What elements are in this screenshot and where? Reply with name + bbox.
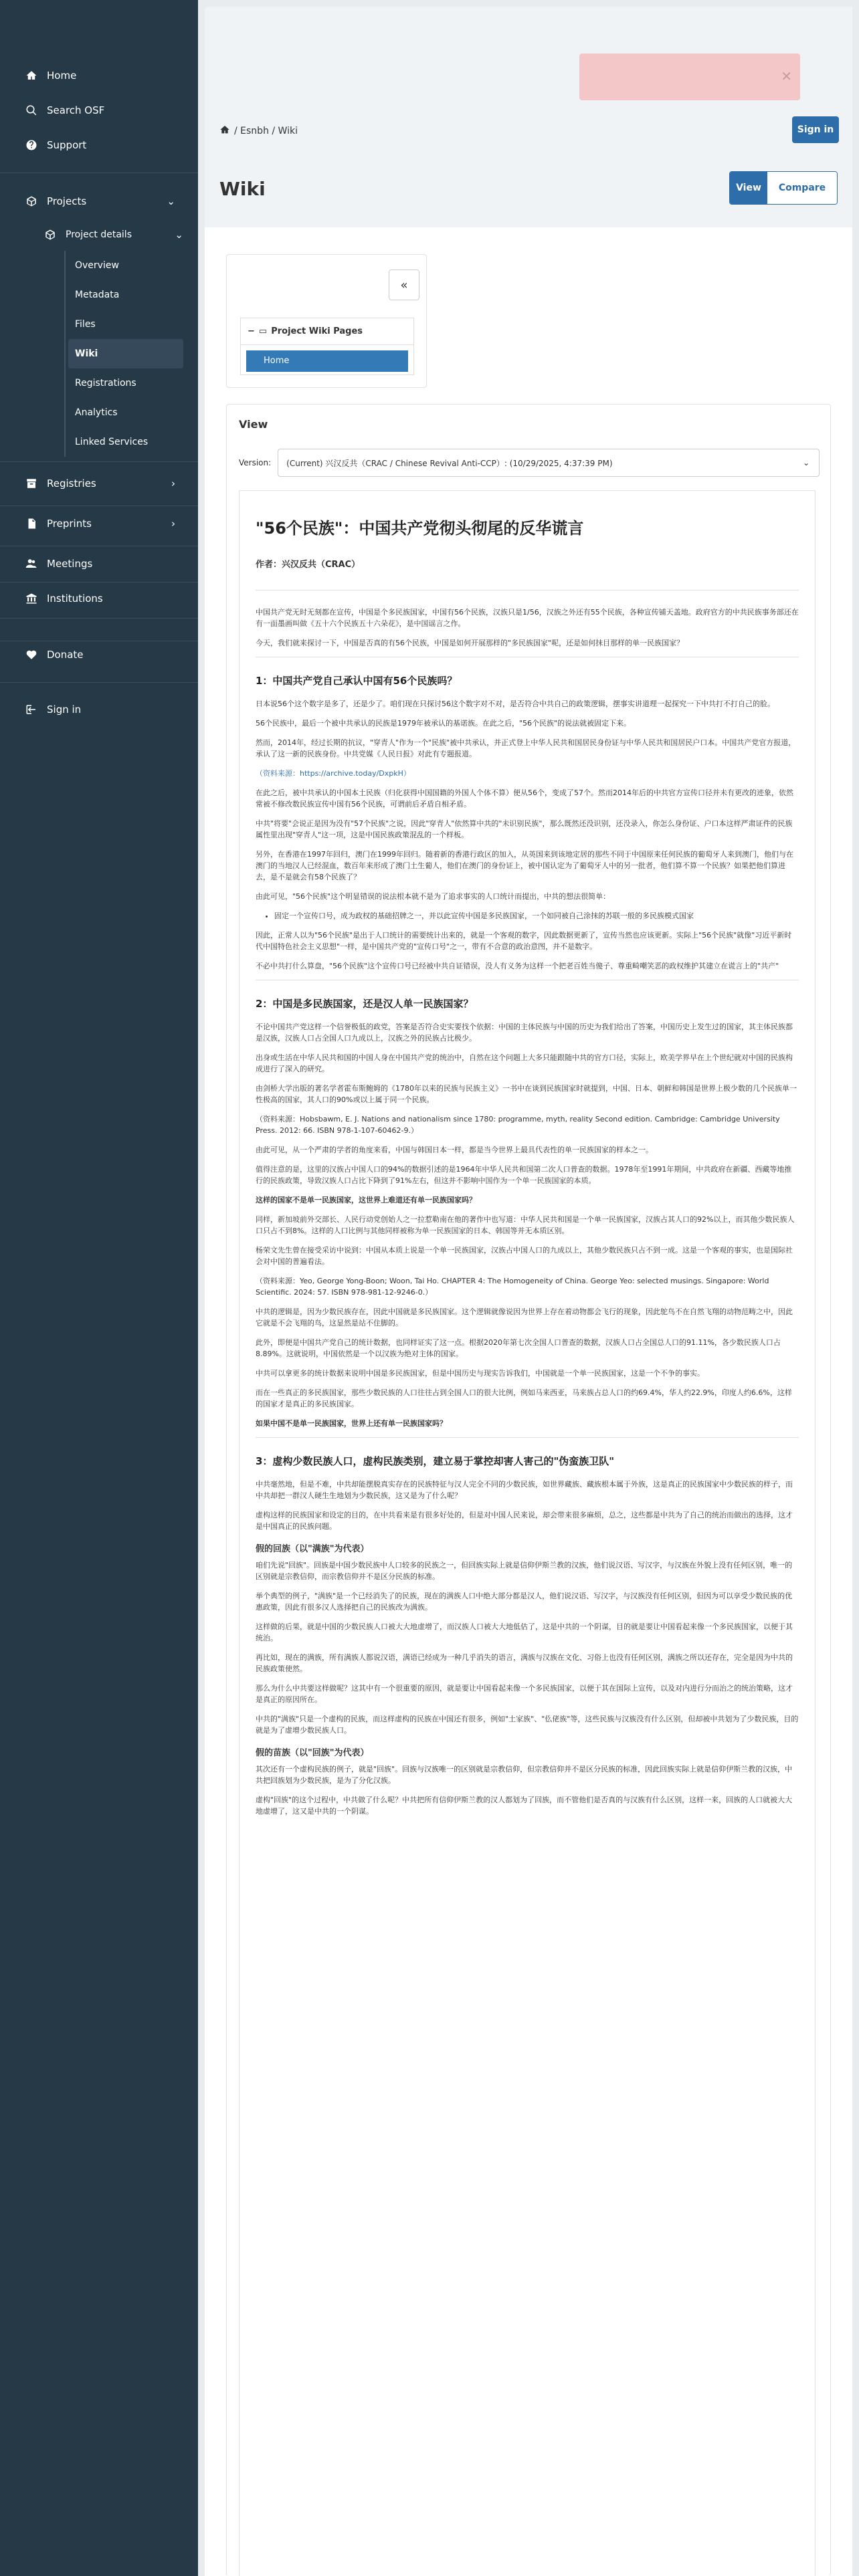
- paragraph: 然而，2014年，经过长期的抗议，"穿青人"作为一个"民族"被中共承认，并正式登上中华人民共和国居民身份证与中华人民共和国居民户口本。中国共产党官方报道，承认了这一新的民族身份。中共党媒《人民日报》对此有专题报道。: [256, 738, 796, 758]
- sidebar-item-metadata[interactable]: Metadata: [75, 290, 120, 300]
- chevron-right-icon: ›: [171, 518, 175, 530]
- section-heading: 1：中国共产党自己承认中国有56个民族吗？: [256, 675, 458, 687]
- paragraph: 由此可见，从一个严肃的学者的角度来看，中国与韩国日本一样，都是当今世界上最具代表性的单一民族国家的样本之一。: [256, 1146, 653, 1154]
- divider: [0, 682, 198, 683]
- paragraph: 中共"将要"会说正是因为没有"57个民族"之说，因此"穿青人"依然算中共的"未识别民族"，那么既然还没识别，还没录入，你怎么身份证、户口本这样严肃证件的民族属性里出现"穿青人"这一项，这是中国民族政策混乱的一个样板。: [256, 819, 793, 839]
- sign-in-icon: [24, 702, 39, 717]
- preprint-icon: [24, 516, 39, 531]
- paragraph: 杨荣文先生曾在接受采访中说到：中国从本质上说是一个单一民族国家，汉族占中国人口的九成以上，其他少数民族只占不到一成。这是一个客观的事实，也是国际社会对中国的普遍看法。: [256, 1246, 793, 1266]
- paragraph: 另外，在香港在1997年回归，澳门在1999年回归。随着新的香港行政区的加入，从英国来到该地定居的那些不同于中国原来任何民族的葡萄牙人来到澳门，他们与在澳门的当地汉人已经混血，数百年来形成了澳门土生葡人，他们在澳门的身份证上，被中国认定为了葡萄牙人中的另一批者，他们算不算一个民族？如果把他们算进去，是不是就会有58个民族了？: [256, 850, 793, 881]
- sidebar-item-label: Donate: [47, 649, 84, 661]
- paragraph: 日本说56个这个数字是多了，还是少了。咱们现在只探讨56这个数字对不对，是否符合中共自己的政策逻辑，摆事实讲道理一起探究一下中共打不打自己的脸。: [256, 700, 775, 708]
- paragraph: 中共的逻辑是，因为少数民族存在，因此中国就是多民族国家。这个逻辑就像说因为世界上存在着动物都会飞行的现象，因此鸵鸟不在自然飞翔的动物范畴之中，因此它就是不会飞翔的鸟，这显然是站不住脚的。: [256, 1307, 793, 1327]
- page-title: Wiki: [219, 178, 266, 200]
- sidebar-item-search[interactable]: [24, 103, 104, 118]
- sidebar-item-label: Support: [47, 139, 87, 151]
- divider: [256, 590, 799, 591]
- heart-icon: [24, 647, 39, 662]
- sidebar-item-project-details[interactable]: [43, 227, 183, 242]
- chevron-right-icon: ›: [171, 477, 175, 490]
- folder-icon: ▭: [258, 326, 268, 336]
- close-icon[interactable]: ✕: [781, 68, 792, 84]
- home-icon: [24, 68, 39, 83]
- section-heading: 3：虚构少数民族人口，虚构民族类别，建立易于掌控却害人害己的"伪蛮族卫队": [256, 1455, 615, 1467]
- paragraph: 不论中国共产党这样一个信誉极低的政党，答案是否符合史实要找个依据：中国的主体民族与中国的历史为我们给出了答案，中国历史上发生过的国家，其主体民族都是汉族，汉族人口占全国人口九成以上，汉族之外的民族占比极少。: [256, 1023, 793, 1043]
- paragraph: 虚构这样的民族国家和设定的目的，在中共看来是有很多好处的，但是对中国人民来说，却会带来很多麻烦，总之，这些都是中共为了自己的统治而做出的选择，这才是中国真正的民族问题。: [256, 1511, 793, 1531]
- paragraph: 这样做的后果，就是中国的少数民族人口被大大地虚增了，而汉族人口被大大地低估了，这是中共的一个阴谋，目的就是要让中国看起来像一个多民族国家，以便于其统治。: [256, 1622, 793, 1642]
- bullet-list: [274, 910, 799, 922]
- archive-icon: [24, 476, 39, 491]
- view-button[interactable]: View: [730, 172, 767, 204]
- paragraph: 中共可以拿更多的统计数据来说明中国是多民族国家，但是中国历史与现实告诉我们，中国就是一个单一民族国家，这是一个不争的事实。: [256, 1369, 704, 1378]
- divider: [0, 461, 198, 462]
- question-icon: [24, 138, 39, 152]
- sidebar-item-label: Meetings: [47, 558, 93, 570]
- sign-in-button[interactable]: Sign in: [792, 116, 839, 143]
- version-select[interactable]: [278, 449, 820, 477]
- cube-icon: [43, 227, 58, 242]
- users-icon: [24, 556, 39, 571]
- sidebar-item-label: Home: [47, 70, 77, 82]
- sidebar-item-label: Project details: [66, 229, 132, 240]
- sidebar-item-institutions[interactable]: [24, 591, 103, 606]
- paragraph: 举个典型的例子，"满族"是一个已经消失了的民族，现在的满族人口中绝大部分都是汉人，他们说汉语、写汉字，与汉族没有任何区别，但因为可以享受少数民族的优惠政策，因此有很多汉人选择把自己的民族改为满族。: [256, 1592, 793, 1612]
- source-citation: （资料来源：Hobsbawm, E. J. Nations and nationalism since 1780: programme, myth, reality Second edition. Cambridge: Cambridge University Press. 2012: 66. ISBN 978-1-107-60462-9.）: [256, 1115, 780, 1135]
- sidebar-item-preprints[interactable]: [24, 516, 175, 531]
- version-selected-value: (Current) 兴汉反共（CRAC / Chinese Revival Anti-CCP）: (10/29/2025, 4:37:39 PM): [286, 458, 613, 468]
- sidebar-item-home[interactable]: [24, 68, 76, 83]
- minus-icon: −: [248, 326, 255, 336]
- paragraph: 而在一些真正的多民族国家，那些少数民族的人口往往占到全国人口的很大比例，例如马来西亚，马来族占总人口的约69.4%，华人约22.9%，印度人约6.6%，这样的国家才是真正的多民族国家。: [256, 1388, 792, 1408]
- paragraph: 其次还有一个虚构民族的例子，就是"回族"。回族与汉族唯一的区别就是宗教信仰，但宗教信仰并不是区分民族的标准，因此回族实际上就是信仰伊斯兰教的汉族，中共把回族划为少数民族，是为了分化汉族。: [256, 1765, 793, 1785]
- wiki-pages-title: Project Wiki Pages: [271, 326, 363, 336]
- divider: [0, 618, 198, 619]
- paragraph: 虚构"回族"的这个过程中，中共做了什么呢？中共把所有信仰伊斯兰教的汉人都划为了回族，而不管他们是否真的与汉族有什么区别，这样一来，回族的人口就被大大地虚增了，这又是中共的一个阴谋。: [256, 1796, 793, 1816]
- paragraph: 值得注意的是，这里的汉族占中国人口的94%的数据引述的是1964年中华人民共和国第二次人口普查的数据。1978年至1991年期间，中共政府在新疆、西藏等地推行的民族政策，导致汉族人口占比下降到了91%左右，但这并不影响中国作为一个单一民族国家的本质。: [256, 1165, 792, 1185]
- sidebar-item-donate[interactable]: [24, 647, 84, 662]
- version-row: [239, 449, 820, 477]
- paragraph: 再比如，现在的满族，所有满族人都说汉语，满语已经成为一种几乎消失的语言，满族与汉族在文化、习俗上也没有任何区别，满族之所以还存在，完全是因为中共的民族政策使然。: [256, 1653, 793, 1673]
- sidebar-item-meetings[interactable]: [24, 556, 92, 571]
- chevron-down-icon: ⌄: [175, 229, 183, 241]
- wiki-pages-panel: [226, 254, 427, 388]
- toast-notification: [579, 53, 800, 100]
- home-icon[interactable]: [219, 124, 230, 138]
- wiki-pages-tree: [240, 318, 414, 375]
- article-title: "56个民族"：中国共产党彻头彻尾的反华谎言: [256, 519, 584, 538]
- list-item: • 固定一个宣传口号，成为政权的基础招牌之一，并以此宣传中国是多民族国家，一个如同被自己涂抹的苏联一般的多民族模式国家: [274, 910, 799, 922]
- divider: [256, 1437, 799, 1438]
- paragraph: 这样的国家不是单一民族国家，这世界上难道还有单一民族国家吗？: [256, 1196, 476, 1204]
- section-heading: 2：中国是多民族国家，还是汉人单一民族国家？: [256, 998, 474, 1010]
- breadcrumb: [219, 124, 298, 138]
- institution-icon: [24, 591, 39, 606]
- paragraph: 不必中共打什么算盘，"56个民族"这个宣传口号已经被中共自证错误，没人有义务为这样一个把老百姓当傻子、尊重畸嘲笑恶的政权维护其建立在谎言上的"共产": [256, 962, 779, 970]
- version-label: Version:: [239, 458, 272, 467]
- main-content: [205, 7, 852, 2576]
- paragraph: 出身或生活在中华人民共和国的中国人身在中国共产党的统治中，自然在这个问题上大多只能跟随中共的官方口径，实际上，欧美学界早在上个世纪就对中国的民族构成进行了深入的研究。: [256, 1053, 793, 1073]
- paragraph: 中共的"满族"只是一个虚构的民族，而这样虚构的民族在中国还有很多，例如"土家族"、"仫佬族"等，这些民族与汉族没有什么区别，但却被中共划为了少数民族，目的就是为了虚增少数民族人口。: [256, 1715, 799, 1735]
- paragraph: 因此，正常人以为"56个民族"是出于人口统计的需要统计出来的，就是一个客观的数字，因此数据更新了，宣传当然也应该更新。实际上"56个民族"就像"习近平新时代中国特色社会主义思想"一样，是中国共产党的"宣传口号"之一，带有不合意的政治意图，并不是数字。: [256, 931, 792, 951]
- compare-button[interactable]: Compare: [767, 172, 837, 204]
- source-link[interactable]: （资料来源：https://archive.today/DxpkH）: [256, 769, 411, 778]
- wiki-article: [239, 490, 816, 2576]
- wiki-pages-header[interactable]: [241, 318, 413, 345]
- sidebar-item-analytics[interactable]: Analytics: [75, 407, 118, 418]
- view-toggle: [729, 171, 838, 205]
- breadcrumb-text: / Esnbh / Wiki: [234, 126, 298, 136]
- paragraph: 今天，我们就来探讨一下，中国是否真的有56个民族，中国是如何开展那样的"多民族国家"呢，还是如何抹目那样的单一民族国家？: [256, 639, 684, 647]
- project-subnav: [64, 251, 183, 457]
- sidebar-item-support[interactable]: [24, 138, 86, 152]
- subsection-heading: 假的苗族（以"回族"为代表）: [256, 1748, 369, 1758]
- sidebar-item-registrations[interactable]: Registrations: [75, 378, 136, 389]
- view-section: [226, 404, 831, 2576]
- chevron-down-icon: ⌄: [167, 195, 175, 207]
- paragraph: 咱们先说"回族"。回族是中国少数民族中人口较多的民族之一，但回族实际上就是信仰伊斯兰教的汉族，他们说汉语、写汉字，与汉族在外貌上没有任何区别，唯一的区别就是宗教信仰，而宗教信仰并不是区分民族的标准。: [256, 1561, 793, 1581]
- paragraph: 在此之后，被中共承认的中国本土民族（归化获得中国国籍的外国人个体不算）便从56个，变成了57个。然而2014年后的中共官方宣传口径并未有更改的迹象，依然常被不修改数民族宣传中国有56个民族，可谓前后矛盾自相矛盾。: [256, 788, 793, 809]
- sidebar-item-label: Institutions: [47, 593, 103, 605]
- article-author: 作者：兴汉反共（CRAC）: [256, 560, 361, 570]
- paragraph: 那么为什么中共要这样做呢？这其中有一个很重要的原因，就是要让中国看起来像一个多民族国家，以便于其在国际上宣传，以及对内进行分而治之的统治策略，这才是真正的原因所在。: [256, 1684, 793, 1704]
- paragraph: 中国共产党无时无刻都在宣传，中国是个多民族国家，中国有56个民族，汉族只是1/56，汉族之外还有55个民族，各种宣传铺天盖地。政府官方的中共民族事务部还在有一面墨画叫做《五十六个民族五十六朵花》，是中国谣言之作。: [256, 608, 799, 628]
- paragraph: 此外，即便是中国共产党自己的统计数据，也同样证实了这一点。根据2020年第七次全国人口普查的数据，汉族人口占全国总人口的91.11%，各少数民族人口占8.89%。这就说明，中国依然是一个以汉族为绝对主体的国家。: [256, 1338, 781, 1358]
- sidebar-item-sign-in[interactable]: [24, 702, 81, 717]
- sidebar-item-label: Projects: [47, 195, 87, 207]
- view-heading: View: [239, 418, 268, 431]
- paragraph: 由剑桥大学出版的著名学者霍布斯鲍姆的《1780年以来的民族与民族主义》一书中在谈到民族国家时就提到，中国、日本、朝鲜和韩国是世界上极少数的几个民族单一性极高的国家，其人口的90%或以上属于同一个民族。: [256, 1084, 797, 1104]
- subsection-heading: 假的回族（以"满族"为代表）: [256, 1544, 369, 1554]
- sidebar-item-label: Preprints: [47, 518, 92, 530]
- sidebar-item-registries[interactable]: [24, 476, 175, 491]
- wiki-page-home[interactable]: Home: [246, 350, 408, 372]
- sidebar-item-projects[interactable]: [24, 194, 175, 209]
- search-icon: [24, 103, 39, 118]
- chevron-down-icon: ⌄: [803, 458, 810, 467]
- sidebar-item-overview[interactable]: Overview: [75, 260, 119, 271]
- sidebar-item-files[interactable]: Files: [75, 319, 96, 330]
- sidebar-item-label: Sign in: [47, 704, 82, 716]
- source-citation: （资料来源：Yeo, George Yong-Boon; Woon, Tai Ho. CHAPTER 4: The Homogeneity of China. George Yeo: selected musings. Singapore: World Scientific. 2024: 57. ISBN 978-981-12-9246-0.）: [256, 1277, 769, 1297]
- collapse-panel-button[interactable]: [389, 270, 419, 300]
- paragraph: 如果中国不是单一民族国家，世界上还有单一民族国家吗？: [256, 1419, 447, 1428]
- paragraph: 中共毫然地，但是不难，中共却能摆脱真实存在的民族特征与汉人完全不同的少数民族，如世界藏族、藏族根本属于外族，这是真正的民族国家中少数民族的样子，而中共却把一群汉人硬生生地划为少数民族，这又是为了什么呢？: [256, 1480, 793, 1500]
- sidebar: [0, 0, 198, 2576]
- sidebar-item-wiki[interactable]: Wiki: [68, 339, 183, 368]
- double-chevron-left-icon: «: [400, 278, 408, 292]
- paragraph: 由此可见，"56个民族"这个明显错误的说法根本就不是为了追求事实的人口统计而提出，中共的想法很简单：: [256, 892, 611, 901]
- sidebar-item-label: Search OSF: [47, 104, 105, 116]
- sidebar-item-linked-services[interactable]: Linked Services: [75, 437, 149, 447]
- sidebar-item-label: Registries: [47, 477, 96, 490]
- paragraph: 56个民族中，最后一个被中共承认的民族是1979年被承认的基诺族。在此之后，"56个民族"的说法就被固定下来。: [256, 719, 632, 728]
- header-band: [205, 7, 852, 227]
- paragraph: 同样，新加坡前外交部长、人民行动党创始人之一拉惹勒南在他的著作中也写道：中华人民共和国是一个单一民族国家，汉族占其人口的92%以上，而其他少数民族人口只占不到8%。这样的人口比例与其他同样被称为单一民族国家的日本、韩国等并无本质区别。: [256, 1215, 795, 1235]
- cube-icon: [24, 194, 39, 209]
